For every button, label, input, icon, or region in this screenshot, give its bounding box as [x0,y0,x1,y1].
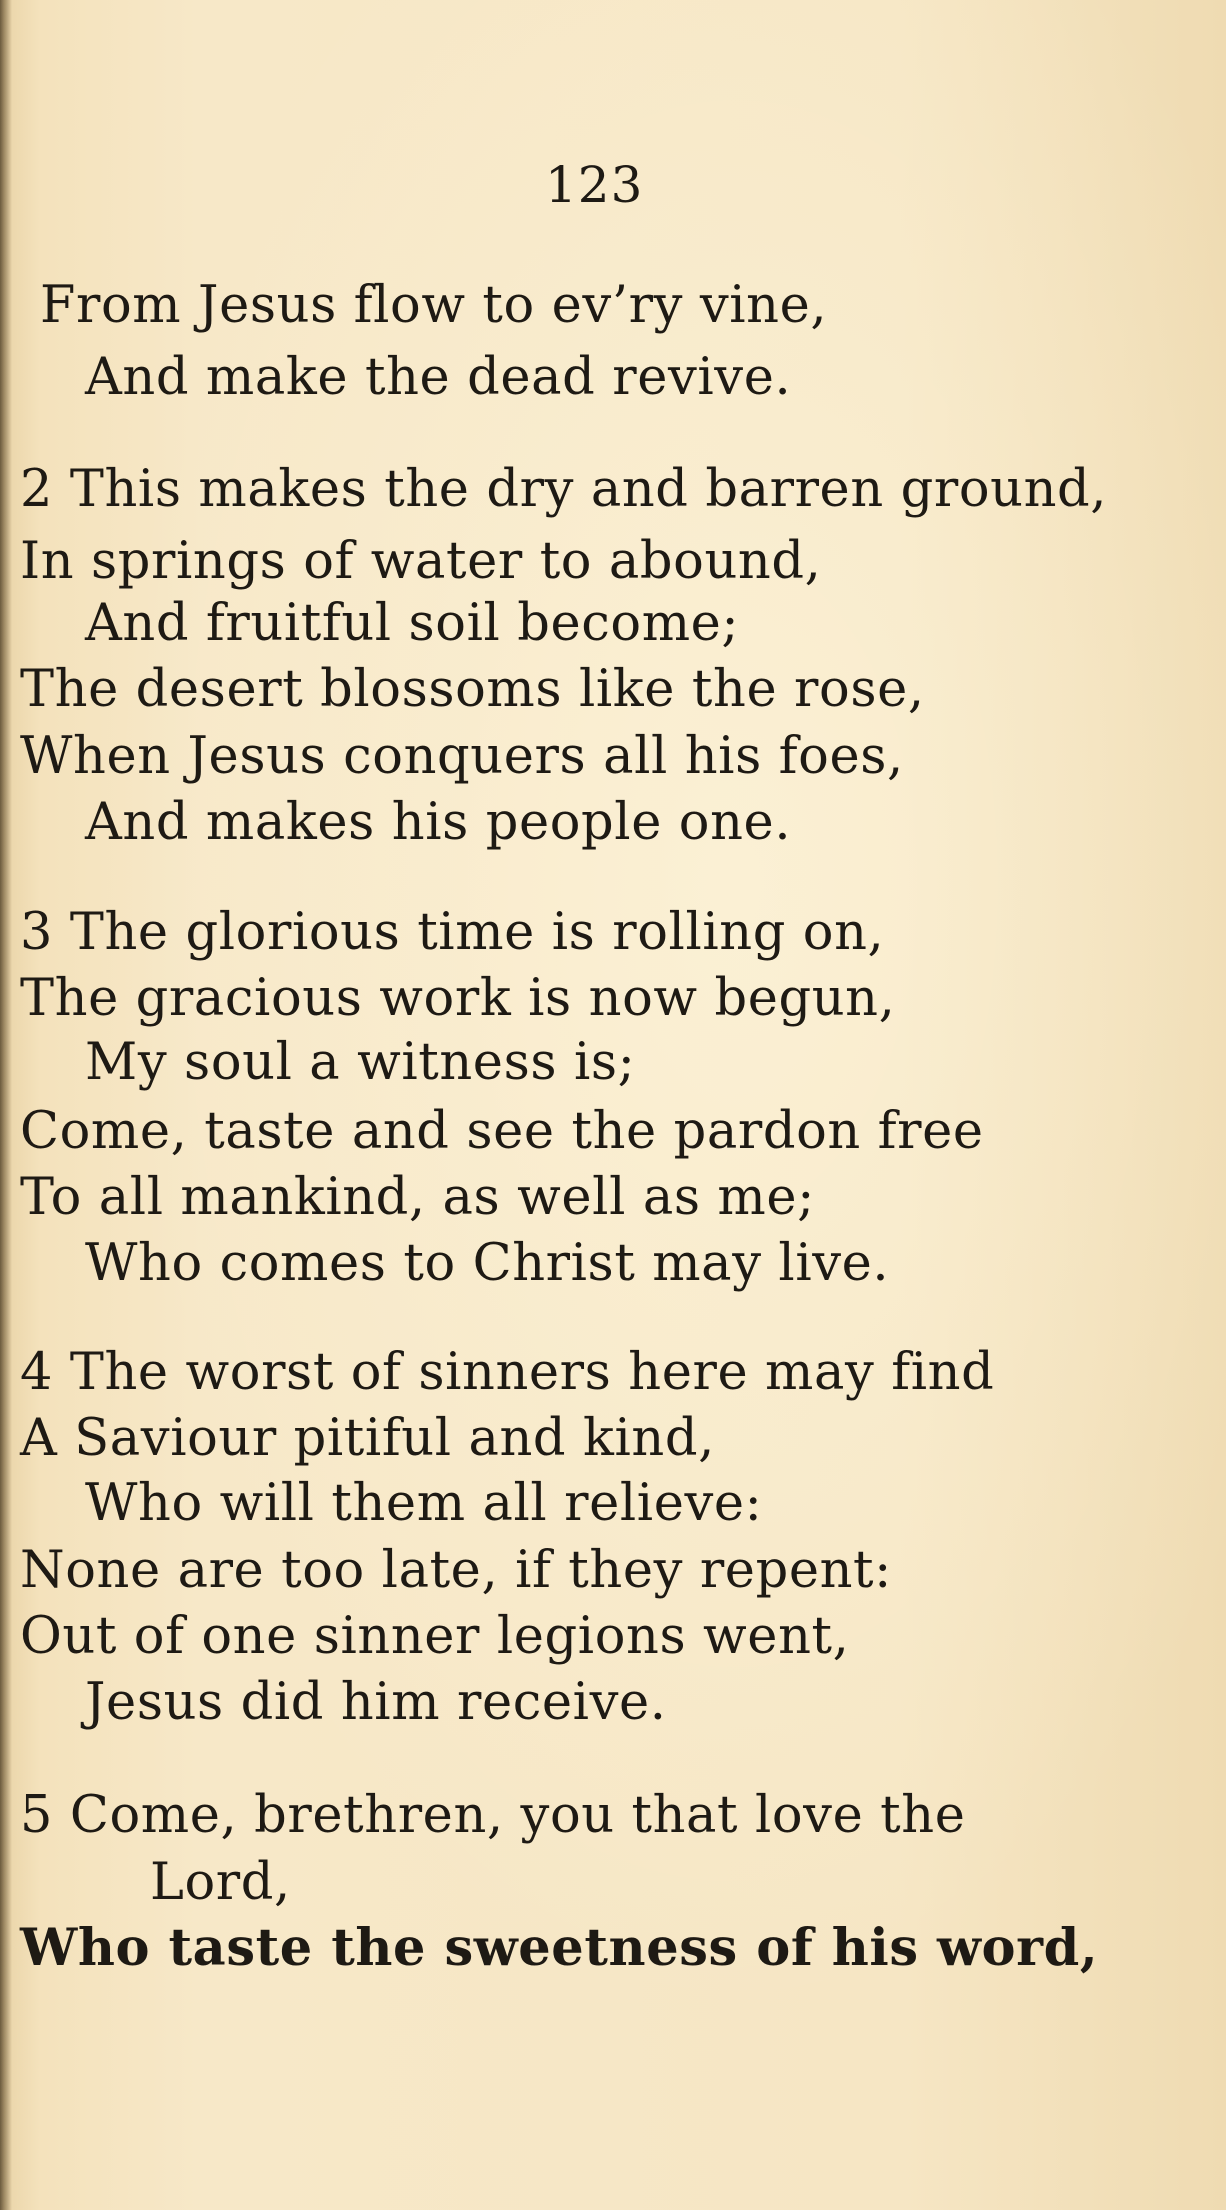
hymn-line: Who comes to Christ may live. [85,1234,890,1293]
hymn-line: Who will them all relieve: [85,1474,763,1533]
hymn-line: Jesus did him receive. [85,1673,667,1732]
hymn-line: To all mankind, as well as me; [20,1168,815,1227]
hymn-line: And make the dead revive. [85,348,792,407]
hymn-line: 2 This makes the dry and barren ground, [20,460,1108,519]
hymn-line: My soul a witness is; [85,1033,636,1092]
hymn-line: None are too late, if they repent: [20,1541,892,1600]
hymn-line: Out of one sinner legions went, [20,1607,850,1666]
page-number: 123 [545,156,644,214]
hymn-line: And fruitful soil become; [85,594,740,653]
hymn-line: From Jesus flow to ev’ry vine, [40,276,828,335]
hymn-line: When Jesus conquers all his foes, [20,727,904,786]
hymn-line: The gracious work is now begun, [20,969,896,1028]
hymn-line: The desert blossoms like the rose, [20,660,925,719]
hymn-line: And makes his people one. [85,793,792,852]
hymn-line: In springs of water to abound, [20,532,822,591]
hymn-line: A Saviour pitiful and kind, [20,1409,715,1468]
hymn-line: 3 The glorious time is rolling on, [20,903,885,962]
hymn-line: 5 Come, brethren, you that love the [20,1786,966,1845]
hymn-line: Come, taste and see the pardon free [20,1102,984,1161]
hymn-line: 4 The worst of sinners here may find [20,1343,995,1402]
hymn-line: Lord, [150,1853,291,1912]
hymn-line: Who taste the sweetness of his word, [20,1918,1099,1978]
page-binding-edge [0,0,12,2210]
